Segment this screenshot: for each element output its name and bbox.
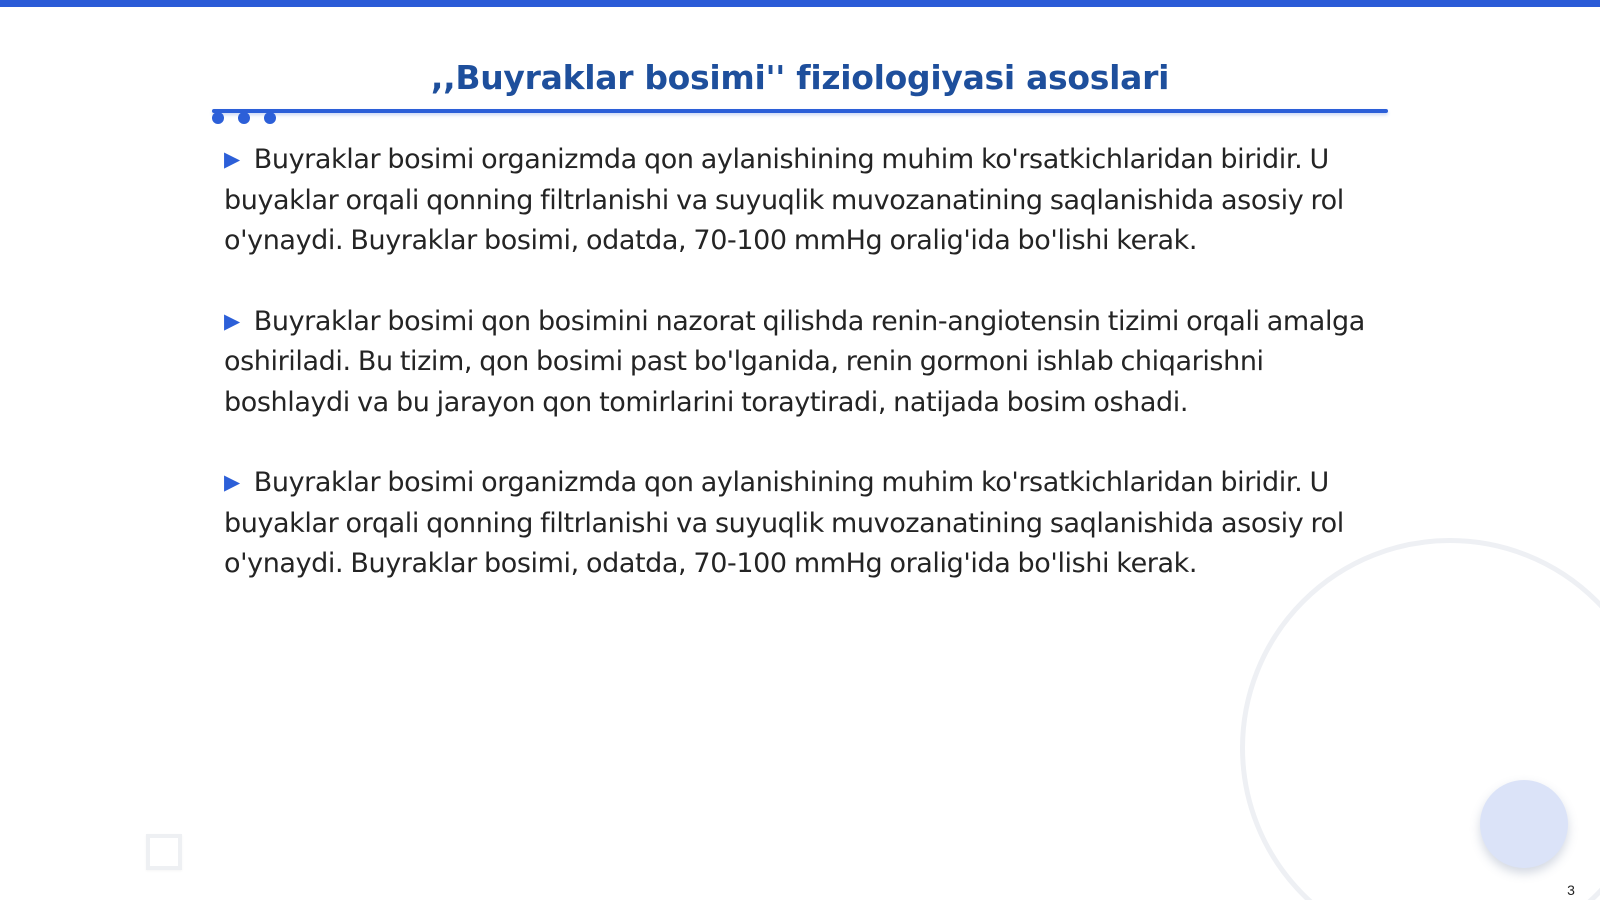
top-accent-bar — [0, 0, 1600, 7]
decorative-square-outline — [146, 834, 182, 870]
triangle-right-icon: ▶ — [224, 147, 240, 171]
bullet-text: Buyraklar bosimi organizmda qon aylanishining muhim ko'rsatkichlaridan biridir. U buyaklar orqali qonning filtrlanishi va suyuqlik muvozanatining saqlanishida asosiy rol o'ynaydi. Buyraklar bosimi, odatda, 70-100 mmHg oralig'ida bo'lishi kerak. — [224, 467, 1344, 579]
bullet-paragraph — [224, 140, 1374, 262]
bullet-list — [224, 140, 1374, 585]
divider-dot — [264, 112, 276, 124]
decorative-blue-circle — [1480, 780, 1568, 868]
slide-title: ,,Buyraklar bosimi'' fiziologiyasi asoslari — [430, 58, 1170, 97]
title-divider — [212, 109, 1388, 113]
bullet-text: Buyraklar bosimi organizmda qon aylanishining muhim ko'rsatkichlaridan biridir. U buyaklar orqali qonning filtrlanishi va suyuqlik muvozanatining saqlanishida asosiy rol o'ynaydi. Buyraklar bosimi, odatda, 70-100 mmHg oralig'ida bo'lishi kerak. — [224, 144, 1344, 256]
divider-dot — [238, 112, 250, 124]
triangle-right-icon: ▶ — [224, 470, 240, 494]
triangle-right-icon: ▶ — [224, 308, 240, 333]
bullet-paragraph — [224, 463, 1374, 585]
bullet-text: Buyraklar bosimi qon bosimini nazorat qilishda renin-angiotensin tizimi orqali amalga oshiriladi. Bu tizim, qon bosimi past bo'lganida, renin gormoni ishlab chiqarishni boshlaydi va bu jarayon qon tomirlarini toraytiradi, natijada bosim oshadi. — [224, 305, 1365, 418]
page-number: 3 — [1567, 882, 1575, 898]
bullet-paragraph — [224, 302, 1374, 424]
divider-dot — [212, 112, 224, 124]
